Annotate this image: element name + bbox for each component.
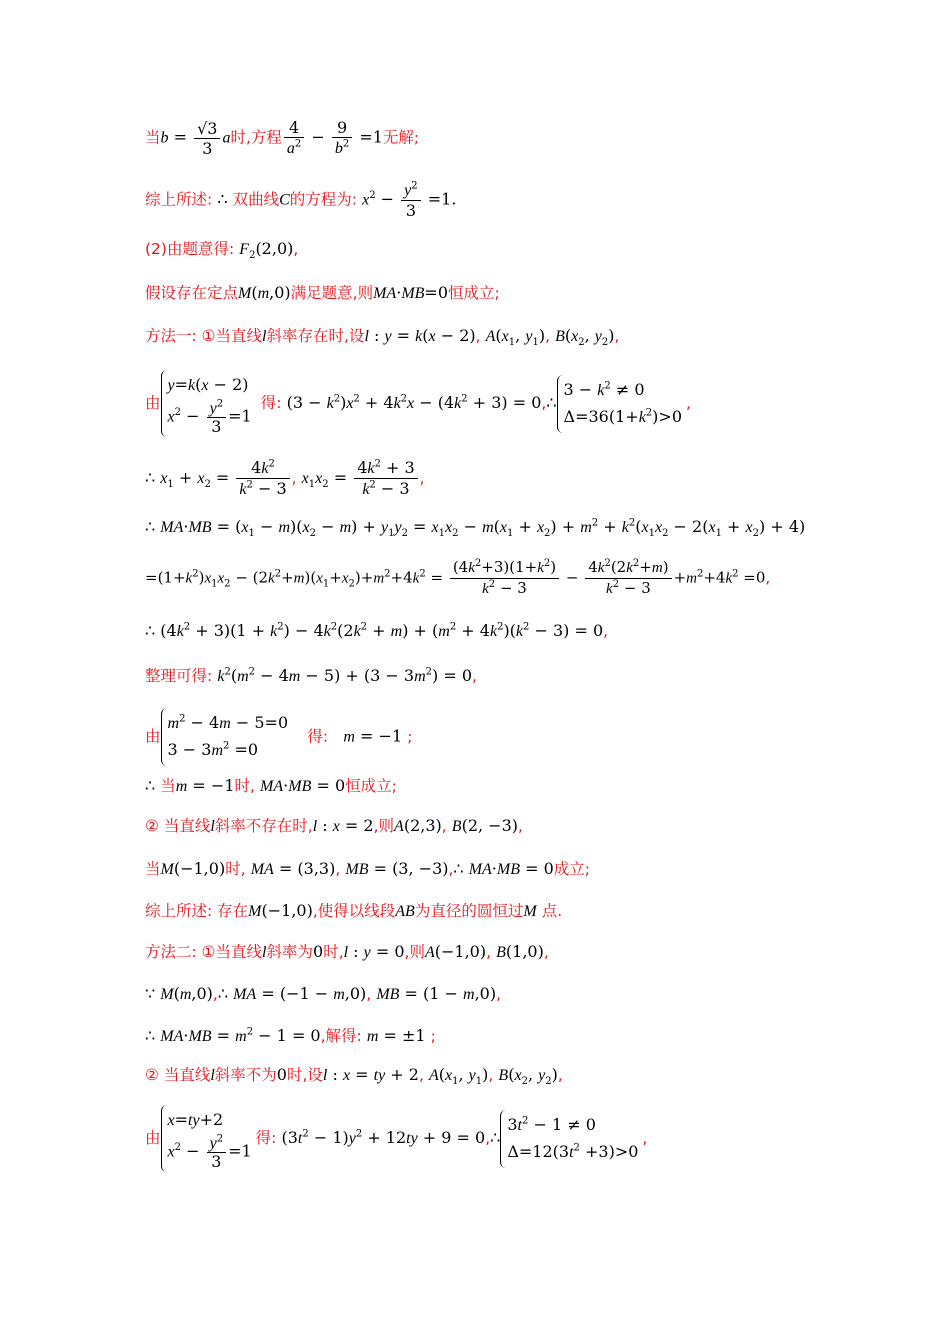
line-3: (2)由题意得: $F_2(2,0)$, [145,239,299,262]
line-16: 综上所述: 存在M(−1,0),使得以线段AB为直径的圆恒过M 点. [145,901,563,920]
line-11: 整理可得: $k^2(m^2 - 4m - 5) + (3 - 3m^2) = 0$, [145,666,477,685]
line-8: ∴ $MA\cdot MB = (x_1 - m)(x_2 - m) + y_1y_2 = x_1x_2 - m(x_1 + x_2) + m^2 + k^2(x_1x_2 - 2(x_1 + x_2) + 4)$ [145,517,806,540]
line-18: ∵ M(m,0),∴ MA = (−1 − m,0), MB = (1 − m,0), [145,984,502,1003]
line-14: ② 当直线l斜率不存在时,l : x = 2,则A(2,3), B(2, −3), [145,816,523,835]
line-12: 由 $m^2 - 4m - 5=0$ $3 - 3m^2 =0$ 得: m = −1 ; [145,708,412,766]
line-21: 由 x=ty+2 $x^2$ − $\frac{y^2}{3}$ =1 得: $(3t^2 - 1)y^2 + 12ty + 9$ = 0,∴ $3t^2 - 1 \ne 0$ $\Delta=12(3t^2 +3)>0$ , [145,1105,647,1172]
line-17: 方法二: ①当直线l斜率为0时,l : y = 0,则A(−1,0), B(1,0), [145,942,549,961]
line-5: 方法一: ①当直线l斜率存在时,设l : y = k(x − 2), $A(x_1$, $y_1$), $B(x_2$, $y_2$), [145,326,620,349]
line-13: ∴ 当m = −1时, MA·MB = 0恒成立; [145,776,397,795]
line-4: 假设存在定点M(m,0)满足题意,则MA·MB=0恒成立; [145,283,500,302]
line-1: 当b = $\frac{√3}{3}$ a时,方程 $\frac{4}{a^2}$ − $\frac{9}{b^2}$ =1无解; [145,118,420,158]
line-15: 当M(−1,0)时, MA = (3,3), MB = (3, −3),∴ MA·MB = 0成立; [145,859,590,878]
line-7: ∴ $x_1 + x_2$ = $\frac{4k^2}{k^2 - 3}$ , $x_1x_2$ = $\frac{4k^2 + 3}{k^2 - 3}$ , [145,458,425,498]
line-9: $=(1+k^2)x_1x_2 - (2k^2+m)(x_1+x_2)+m^2+4k^2$ = $\frac{(4k^2+3)(1+k^2)}{k^2 - 3}$ − $\frac{4k^2(2k^2+m)}{k^2 - 3}$ $+m^2+4k^2 =0$, [145,558,771,597]
line-19: ∴ $MA\cdot MB = m^2 - 1 = 0$,解得: m = ±1 ; [145,1026,436,1045]
line-6: 由 y=k(x − 2) $x^2$ − $\frac{y^2}{3}$ =1 得: $(3 - k^2)x^2 + 4k^2x - (4k^2 + 3)$ = 0,∴ $3 - k^2 \ne 0$ $\Delta=36(1+k^2)>0$ , [145,370,691,437]
line-2: 综上所述: ∴ 双曲线C的方程为: $x^2$ − $\frac{y^2}{3}$ =1. [145,180,457,220]
line-10: ∴ $(4k^2 + 3)(1 + k^2) - 4k^2(2k^2 + m) + (m^2 + 4k^2)(k^2 - 3) = 0$, [145,621,609,640]
line-20: ② 当直线l斜率不为0时,设l : x = ty + 2, $A(x_1$, $y_1$), $B(x_2$, $y_2$), [145,1065,563,1088]
